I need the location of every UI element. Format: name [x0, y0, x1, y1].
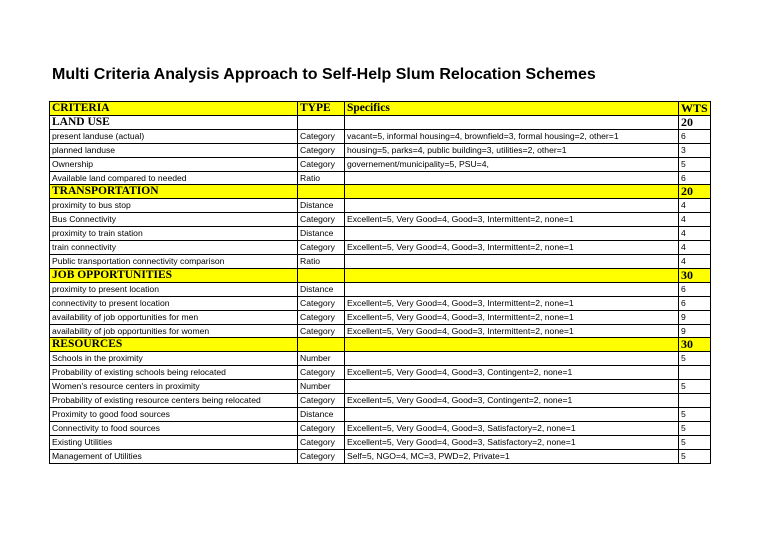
cell-specifics: Excellent=5, Very Good=4, Good=3, Intermittent=2, none=1	[345, 213, 679, 227]
cell-specifics: Excellent=5, Very Good=4, Good=3, Intermittent=2, none=1	[345, 310, 679, 324]
cell-type	[298, 268, 345, 282]
cell-specifics: governement/municipality=5, PSU=4,	[345, 157, 679, 171]
cell-specifics	[345, 199, 679, 213]
cell-specifics: Excellent=5, Very Good=4, Good=3, Satisfactory=2, none=1	[345, 421, 679, 435]
cell-wts: 5	[679, 421, 711, 435]
cell-wts	[679, 366, 711, 380]
cell-specifics	[345, 171, 679, 185]
cell-wts: 4	[679, 213, 711, 227]
document-title: Multi Criteria Analysis Approach to Self-Help Slum Relocation Schemes	[52, 66, 596, 83]
table-row	[50, 310, 711, 324]
table-row	[50, 394, 711, 408]
cell-criteria: Public transportation connectivity comparison	[50, 254, 298, 268]
cell-specifics	[345, 227, 679, 241]
cell-wts: 4	[679, 241, 711, 255]
header-wts: WTS	[679, 102, 711, 116]
cell-criteria: JOB OPPORTUNITIES	[50, 268, 298, 282]
cell-criteria: connectivity to present location	[50, 296, 298, 310]
cell-specifics	[345, 268, 679, 282]
cell-specifics	[345, 352, 679, 366]
table-row	[50, 421, 711, 435]
cell-specifics: housing=5, parks=4, public building=3, utilities=2, other=1	[345, 143, 679, 157]
cell-wts: 9	[679, 324, 711, 338]
cell-type: Category	[298, 143, 345, 157]
table-row	[50, 407, 711, 421]
cell-criteria: Ownership	[50, 157, 298, 171]
table-row	[50, 380, 711, 394]
cell-criteria: proximity to present location	[50, 282, 298, 296]
cell-specifics: Excellent=5, Very Good=4, Good=3, Satisfactory=2, none=1	[345, 435, 679, 449]
table-row	[50, 129, 711, 143]
cell-wts: 4	[679, 227, 711, 241]
cell-criteria: train connectivity	[50, 241, 298, 255]
header-criteria: CRITERIA	[50, 102, 298, 116]
cell-wts: 30	[679, 268, 711, 282]
table-row	[50, 435, 711, 449]
criteria-table	[49, 101, 711, 464]
cell-criteria: Women's resource centers in proximity	[50, 380, 298, 394]
section-row	[50, 185, 711, 199]
table-row	[50, 296, 711, 310]
cell-specifics: Excellent=5, Very Good=4, Good=3, Intermittent=2, none=1	[345, 241, 679, 255]
cell-type: Number	[298, 352, 345, 366]
cell-criteria: availability of job opportunities for men	[50, 310, 298, 324]
table-row	[50, 449, 711, 463]
cell-wts	[679, 394, 711, 408]
cell-specifics: vacant=5, informal housing=4, brownfield=3, formal housing=2, other=1	[345, 129, 679, 143]
section-row	[50, 338, 711, 352]
cell-type: Ratio	[298, 254, 345, 268]
cell-wts: 4	[679, 254, 711, 268]
cell-type: Category	[298, 421, 345, 435]
cell-wts: 6	[679, 129, 711, 143]
cell-criteria: Probability of existing resource centers being relocated	[50, 394, 298, 408]
cell-type: Category	[298, 324, 345, 338]
table-row	[50, 157, 711, 171]
cell-criteria: LAND USE	[50, 115, 298, 129]
cell-criteria: proximity to train station	[50, 227, 298, 241]
cell-criteria: Connectivity to food sources	[50, 421, 298, 435]
cell-wts: 9	[679, 310, 711, 324]
cell-type: Category	[298, 213, 345, 227]
cell-criteria: TRANSPORTATION	[50, 185, 298, 199]
cell-type	[298, 338, 345, 352]
cell-wts: 5	[679, 407, 711, 421]
cell-type: Category	[298, 449, 345, 463]
table-row	[50, 366, 711, 380]
cell-type: Category	[298, 129, 345, 143]
cell-wts: 3	[679, 143, 711, 157]
header-type: TYPE	[298, 102, 345, 116]
cell-wts: 20	[679, 185, 711, 199]
cell-type: Category	[298, 366, 345, 380]
cell-criteria: Schools in the proximity	[50, 352, 298, 366]
cell-type: Category	[298, 241, 345, 255]
cell-specifics	[345, 338, 679, 352]
cell-type: Distance	[298, 282, 345, 296]
cell-type: Number	[298, 380, 345, 394]
cell-type: Category	[298, 435, 345, 449]
cell-type	[298, 115, 345, 129]
cell-type	[298, 185, 345, 199]
cell-wts: 6	[679, 171, 711, 185]
cell-criteria: present landuse (actual)	[50, 129, 298, 143]
cell-specifics	[345, 254, 679, 268]
criteria-table-body	[50, 102, 711, 464]
cell-specifics: Excellent=5, Very Good=4, Good=3, Contingent=2, none=1	[345, 366, 679, 380]
cell-type: Distance	[298, 227, 345, 241]
table-row	[50, 324, 711, 338]
cell-type: Distance	[298, 407, 345, 421]
cell-wts: 5	[679, 435, 711, 449]
cell-specifics: Excellent=5, Very Good=4, Good=3, Contingent=2, none=1	[345, 394, 679, 408]
cell-wts: 6	[679, 296, 711, 310]
cell-specifics	[345, 282, 679, 296]
table-row	[50, 199, 711, 213]
table-row	[50, 143, 711, 157]
cell-criteria: Proximity to good food sources	[50, 407, 298, 421]
section-row	[50, 268, 711, 282]
cell-criteria: Management of Utilities	[50, 449, 298, 463]
cell-type: Ratio	[298, 171, 345, 185]
cell-wts: 30	[679, 338, 711, 352]
table-row	[50, 171, 711, 185]
cell-criteria: planned landuse	[50, 143, 298, 157]
cell-criteria: Bus Connectivity	[50, 213, 298, 227]
cell-wts: 5	[679, 449, 711, 463]
table-row	[50, 241, 711, 255]
cell-specifics	[345, 115, 679, 129]
cell-wts: 5	[679, 352, 711, 366]
cell-criteria: RESOURCES	[50, 338, 298, 352]
table-row	[50, 282, 711, 296]
cell-type: Category	[298, 310, 345, 324]
cell-type: Category	[298, 157, 345, 171]
cell-wts: 6	[679, 282, 711, 296]
cell-specifics: Self=5, NGO=4, MC=3, PWD=2, Private=1	[345, 449, 679, 463]
table-row	[50, 352, 711, 366]
cell-specifics	[345, 380, 679, 394]
cell-type: Category	[298, 296, 345, 310]
cell-wts: 5	[679, 380, 711, 394]
cell-specifics: Excellent=5, Very Good=4, Good=3, Intermittent=2, none=1	[345, 296, 679, 310]
cell-specifics	[345, 185, 679, 199]
table-row	[50, 254, 711, 268]
cell-wts: 4	[679, 199, 711, 213]
cell-criteria: availability of job opportunities for women	[50, 324, 298, 338]
table-row	[50, 213, 711, 227]
cell-criteria: Probability of existing schools being relocated	[50, 366, 298, 380]
cell-type: Distance	[298, 199, 345, 213]
table-header-row	[50, 102, 711, 116]
section-row	[50, 115, 711, 129]
cell-criteria: Available land compared to needed	[50, 171, 298, 185]
cell-type: Category	[298, 394, 345, 408]
cell-wts: 5	[679, 157, 711, 171]
cell-criteria: Existing Utilities	[50, 435, 298, 449]
cell-criteria: proximity to bus stop	[50, 199, 298, 213]
table-row	[50, 227, 711, 241]
header-specifics: Specifics	[345, 102, 679, 116]
cell-wts: 20	[679, 115, 711, 129]
cell-specifics	[345, 407, 679, 421]
cell-specifics: Excellent=5, Very Good=4, Good=3, Intermittent=2, none=1	[345, 324, 679, 338]
